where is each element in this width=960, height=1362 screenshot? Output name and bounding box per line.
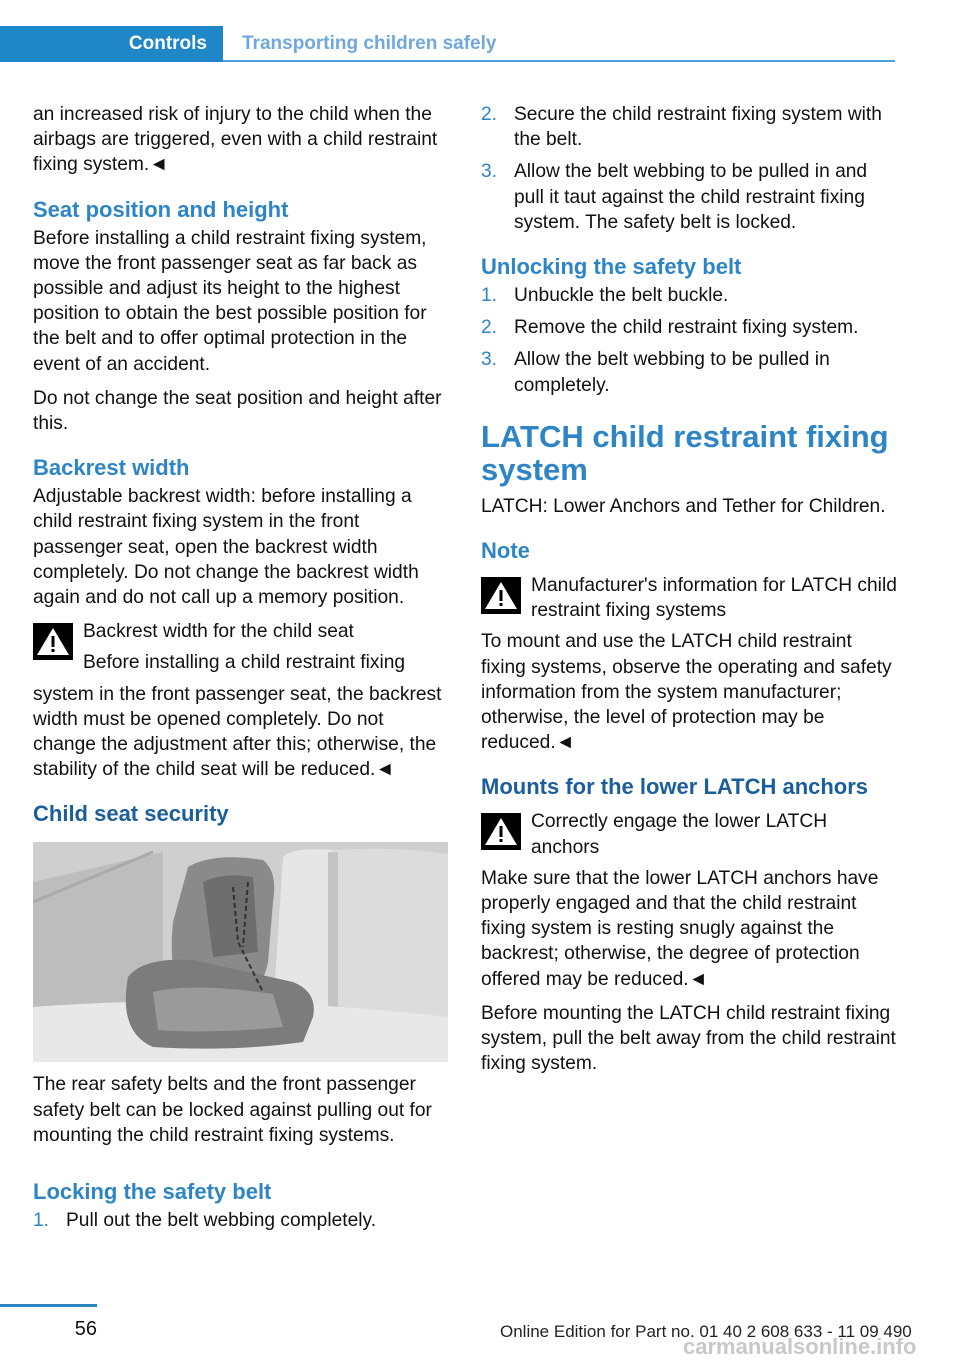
list-item: 3. Allow the belt webbing to be pulled in and pull it taut against the child restraint fixing system. The safety belt is locked. (481, 161, 868, 233)
right-column (481, 102, 897, 1085)
child-seat-drawing (33, 842, 448, 1062)
warning-icon (33, 623, 73, 660)
mounts-paragraph: Before mounting the LATCH child restraint fixing system, pull the belt away from the child restraint fixing system. (481, 1002, 896, 1075)
unlocking-steps (481, 283, 897, 398)
watermark: carmanualsonline.info (683, 1334, 917, 1359)
unlocking-heading: Unlocking the safety belt (481, 254, 742, 280)
figure-caption: The rear safety belts and the front passenger safety belt can be locked against pulling out for mounting the child restraint fixing systems. (33, 1074, 432, 1146)
warning-title: Correctly engage the lower LATCH anchors (531, 811, 828, 858)
backrest-width-heading: Backrest width (33, 455, 190, 481)
child-seat-security-heading: Child seat security (33, 801, 229, 827)
child-seat-illustration (33, 842, 448, 1062)
list-item: 3. Allow the belt webbing to be pulled in completely. (481, 349, 830, 396)
mounts-heading: Mounts for the lower LATCH anchors (481, 774, 869, 800)
backrest-paragraph: Adjustable backrest width: before installing a child restraint fixing system in the front passenger seat, open the backrest width completely. Do not change the backrest width again and do not call up a memory position. (33, 486, 419, 609)
edition-line: Online Edition for Part no. 01 40 2 608 633 - 11 09 490 (500, 1322, 912, 1341)
note-heading: Note (481, 538, 530, 564)
seat-position-heading: Seat position and height (33, 196, 289, 222)
seat-paragraph-2: Do not change the seat position and height after this. (33, 387, 442, 435)
mounts-warning (481, 809, 897, 991)
backrest-warning (33, 619, 449, 782)
locking-steps-right (481, 102, 897, 235)
page-number: 56 (74, 1318, 97, 1340)
list-item: 2. Secure the child restraint fixing system with the belt. (481, 104, 882, 151)
warning-body: system in the front passenger seat, the backrest width must be opened completely. Do not change the adjustment after this; otherwise, the stability of the child seat will be reduced.◄ (33, 683, 442, 781)
warning-title: Backrest width for the child seat (83, 621, 354, 643)
intro-paragraph: an increased risk of injury to the child when the airbags are triggered, even with a child restraint fixing system.◄ (33, 104, 438, 176)
locking-steps-left (33, 1208, 449, 1233)
latch-heading: LATCH child restraint fixing system (481, 418, 889, 487)
warning-icon (481, 813, 521, 850)
left-column (33, 102, 449, 1242)
seat-paragraph-1: Before installing a child restraint fixing system, move the front passenger seat as far back as possible and adjust its height to the highest position to obtain the best possible position for the belt and to offer optimal protection in the event of an accident. (33, 227, 427, 375)
locking-heading: Locking the safety belt (33, 1179, 272, 1205)
warning-icon (481, 577, 521, 614)
warning-body: To mount and use the LATCH child restraint fixing systems, observe the operating and safety information from the system manufacturer; otherwise, the level of protection may be reduced.◄ (481, 631, 892, 754)
warning-title: Manufacturer's information for LATCH child restraint fixing systems (531, 575, 897, 622)
latch-definition: LATCH: Lower Anchors and Tether for Children. (481, 495, 886, 517)
warning-body-lead: Before installing a child restraint fixing (83, 652, 406, 674)
list-item: 1. Pull out the belt webbing completely. (33, 1210, 377, 1232)
warning-body: Make sure that the lower LATCH anchors have properly engaged and that the child restraint fixing system is resting snugly against the backrest; otherwise, the degree of protection offered may be reduced.◄ (481, 867, 879, 990)
footer-rule (0, 1304, 97, 1307)
list-item: 1. Unbuckle the belt buckle. (481, 285, 729, 307)
header-title: Transporting children safely (242, 33, 497, 54)
header-section-tab: Controls (0, 26, 223, 62)
list-item: 2. Remove the child restraint fixing system. (481, 317, 859, 339)
note-warning (481, 573, 897, 755)
header-rule (223, 60, 895, 62)
